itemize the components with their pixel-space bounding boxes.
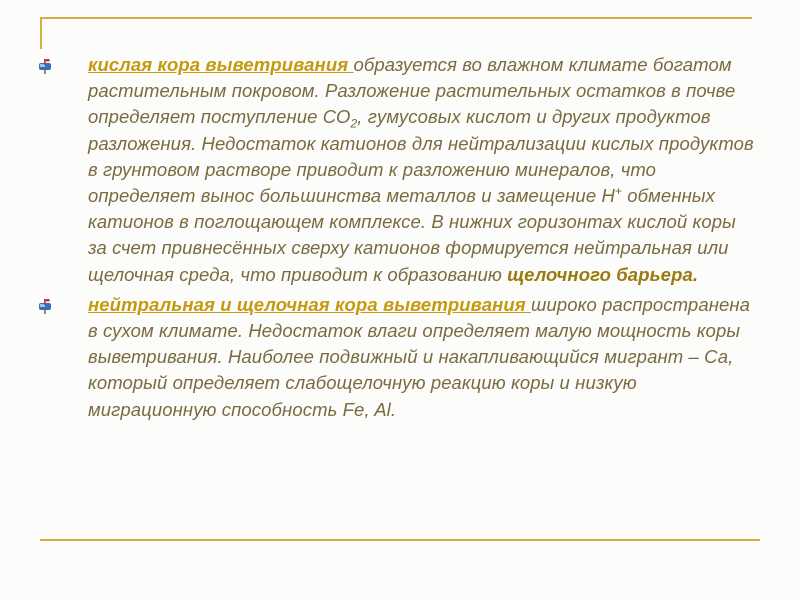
- bullet-list: [36, 52, 756, 427]
- alkaline-barrier-term: щелочного барьера.: [507, 263, 699, 285]
- bullet-text: [88, 292, 756, 423]
- mailbox-bullet-icon: [36, 58, 54, 74]
- bullet-item-acidic-crust: [36, 52, 756, 288]
- text-segment: обменных катионов в поглощающем комплексе. В нижних горизонтах кислой коры за счет привнесённых сверху катионов формируется нейтральная или щелочная среда, что приводит к образованию: [88, 185, 736, 285]
- left-rule: [40, 17, 42, 49]
- text-segment: образуется во влажном климате богатом растительным покровом. Разложение растительных остатков в почве определяет поступление СО: [88, 54, 736, 128]
- text-segment: широко распространена в сухом климате. Недостаток влаги определяет малую мощность коры выветривания. Наиболее подвижный и накапливающийся мигрант – Са, который определяет слабощелочную реакцию коры и низкую миграционную способность Fe, Al.: [88, 293, 751, 420]
- top-rule: [40, 17, 752, 19]
- superscript-plus: +: [614, 183, 623, 198]
- term-acidic-crust: кислая кора выветривания: [88, 54, 354, 75]
- bottom-rule: [40, 539, 760, 541]
- text-segment: , гумусовых кислот и других продуктов разложения. Недостаток катионов для нейтрализации кислых продуктов в грунтовом растворе приводит к разложению минералов, что определяет вынос большинства металлов и замещение Н: [88, 106, 754, 207]
- bullet-item-neutral-alkaline-crust: [36, 292, 756, 423]
- bullet-text: [88, 52, 756, 288]
- subscript-2: 2: [350, 117, 358, 132]
- mailbox-bullet-icon: [36, 298, 54, 314]
- term-neutral-alkaline-crust: нейтральная и щелочная кора выветривания: [88, 293, 531, 315]
